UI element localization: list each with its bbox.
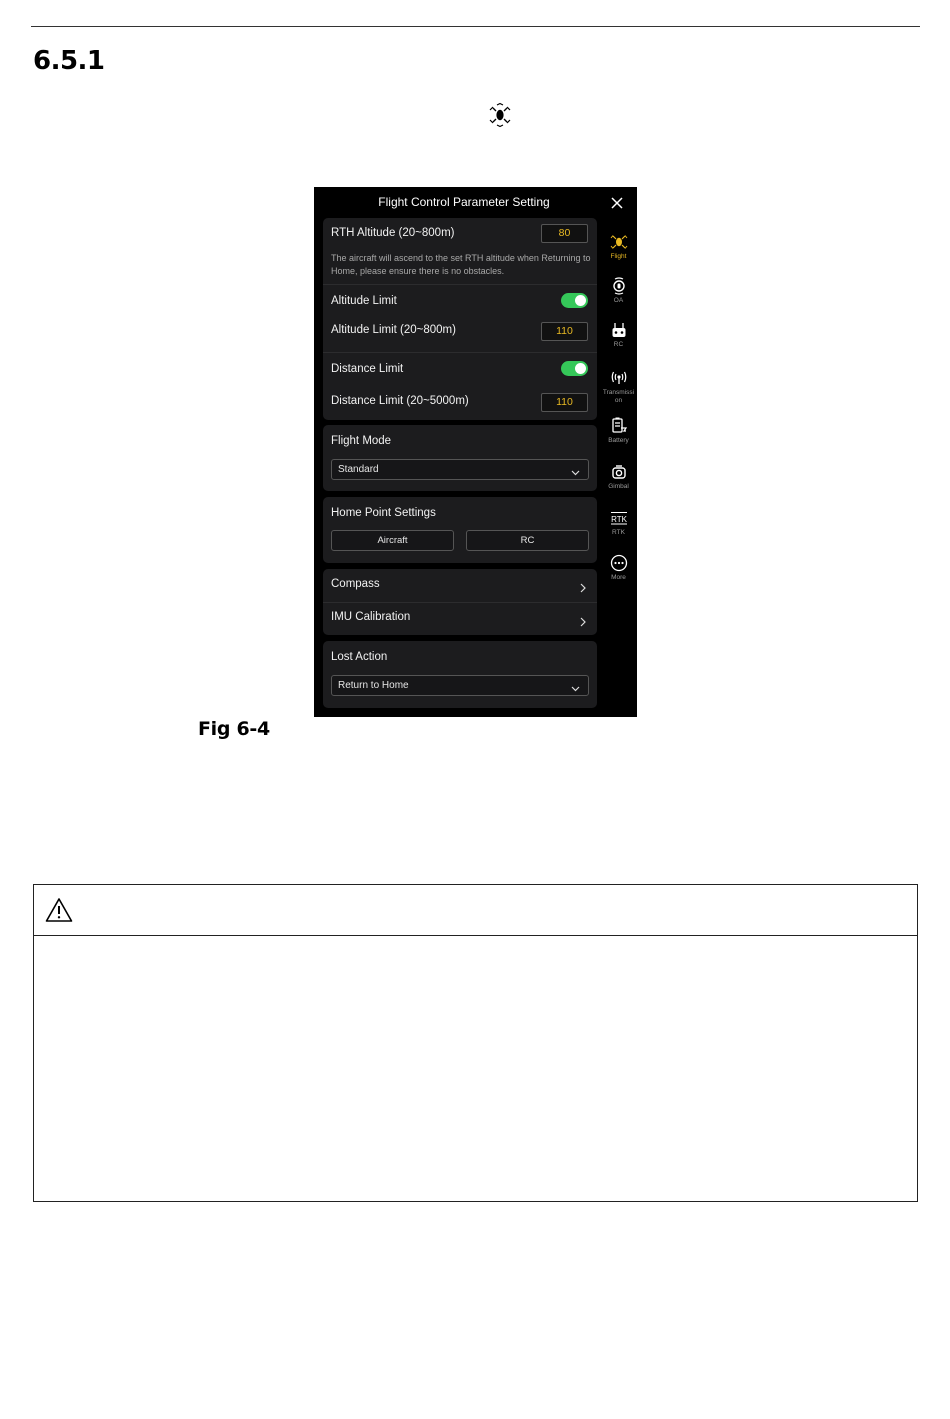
rtk-icon [609,508,629,528]
altitude-limit-input[interactable]: 110 [541,322,588,341]
flight-control-settings-panel [314,187,637,717]
sidebar-item-oa[interactable] [600,276,637,305]
lost-action-label: Lost Action [331,651,388,663]
distance-limit-label: Distance Limit [331,363,404,375]
home-point-card [323,497,597,563]
panel-title: Flight Control Parameter Setting [378,195,550,209]
chevron-down-icon [571,681,580,690]
rth-altitude-input[interactable]: 80 [541,224,588,243]
lost-action-select[interactable] [331,675,589,696]
warning-header [34,885,917,936]
chevron-right-icon[interactable] [579,614,587,624]
sidebar-label: More [611,574,626,581]
distance-limit-value-label: Distance Limit (20~5000m) [331,395,469,407]
sidebar-label: Gimbal [608,483,629,490]
sidebar-item-more[interactable] [600,553,637,582]
lost-action-value: Return to Home [338,680,409,691]
sidebar-item-gimbal[interactable] [600,462,637,491]
sidebar-item-transmission[interactable] [600,368,637,405]
aircraft-icon [609,232,629,252]
flight-mode-card [323,425,597,491]
home-point-rc-button[interactable]: RC [466,530,589,551]
imu-calibration-item[interactable]: IMU Calibration [331,611,411,623]
flight-mode-select[interactable] [331,459,589,480]
transmission-icon [609,368,629,388]
figure-caption: Fig 6-4 [198,718,270,740]
compass-item[interactable]: Compass [331,578,380,590]
sidebar-label: Flight [610,253,627,260]
close-icon[interactable] [609,195,625,211]
rth-altitude-description: The aircraft will ascend to the set RTH altitude when Returning to Home, please ensure there is no obstacles. [331,253,591,276]
calibration-card [323,569,597,635]
flight-mode-label: Flight Mode [331,435,392,447]
warning-box [33,884,918,1202]
section-number: 6.5.1 [33,46,105,76]
sidebar-item-rc[interactable] [600,320,637,349]
altitude-limit-toggle[interactable] [561,293,588,308]
svg-text:RTK: RTK [610,515,627,524]
sidebar-label: RTK [612,529,625,536]
sidebar-item-rtk[interactable] [600,508,637,537]
more-icon [609,553,629,573]
altitude-limit-value-label: Altitude Limit (20~800m) [331,324,456,336]
sidebar-label: Transmissi on [602,389,635,404]
distance-limit-input[interactable]: 110 [541,393,588,412]
gimbal-camera-icon [609,462,629,482]
sidebar-item-flight[interactable] [600,232,637,261]
sidebar-label: OA [613,297,624,304]
remote-controller-icon [609,320,629,340]
distance-limit-toggle[interactable] [561,361,588,376]
warning-triangle-icon [45,897,73,923]
battery-icon [609,416,629,436]
lost-action-card [323,641,597,708]
sidebar-label: RC [613,341,624,348]
chevron-right-icon[interactable] [579,580,587,590]
sidebar-label: Battery [608,437,629,444]
aircraft-icon [487,102,513,128]
chevron-down-icon [571,465,580,474]
altitude-distance-card [323,218,597,420]
obstacle-avoidance-icon [609,276,629,296]
top-rule [31,26,920,27]
divider [323,352,597,353]
divider [323,602,597,603]
rth-altitude-label: RTH Altitude (20~800m) [331,227,455,239]
flight-mode-value: Standard [338,464,379,475]
home-point-label: Home Point Settings [331,507,436,519]
altitude-limit-label: Altitude Limit [331,295,397,307]
divider [323,284,597,285]
home-point-aircraft-button[interactable]: Aircraft [331,530,454,551]
sidebar-item-battery[interactable] [600,416,637,445]
